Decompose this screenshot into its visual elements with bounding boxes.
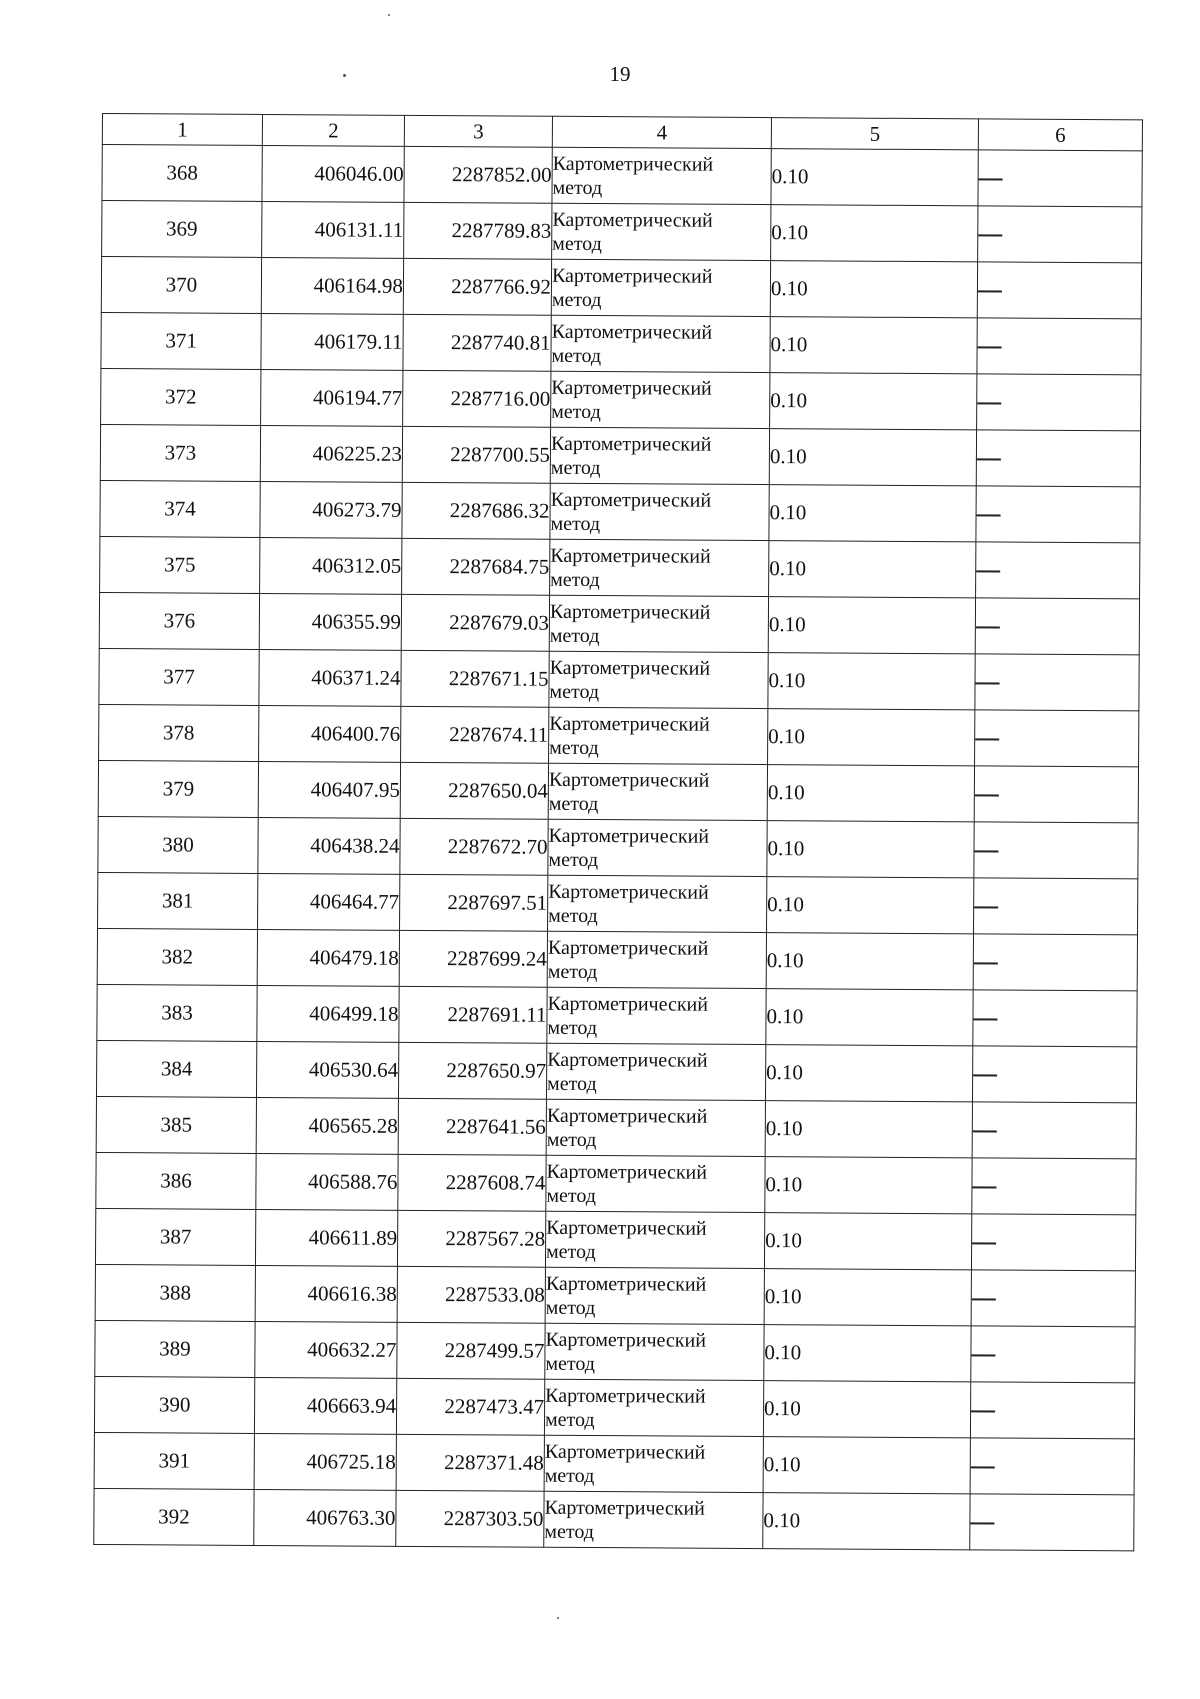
dash-mark [978,235,1002,237]
table-row [95,1208,1135,1270]
coordinate-y: 2287697.51 [400,874,548,931]
note-text [998,893,999,894]
method-line-2: метод [545,1240,596,1263]
method-line-2: метод [547,1072,597,1095]
note-text [1001,445,1002,446]
coordinate-y: 2287691.11 [399,986,547,1043]
accuracy-value: 0.10 [768,653,975,710]
table-row [99,704,1139,766]
method-line-1: Картометрический [550,488,712,512]
table-row [94,1488,1134,1550]
point-number: 373 [100,424,260,481]
method-line-1: Картометрический [544,1440,706,1464]
note-cell [977,262,1141,319]
column-header-2: 2 [262,114,404,146]
note-cell [972,1046,1136,1103]
method-line-2: метод [545,1296,596,1319]
method-cell [547,987,766,1044]
point-number: 371 [101,312,261,369]
point-number: 382 [97,928,257,985]
point-number: 385 [96,1096,256,1153]
table-row [98,816,1138,878]
note-cell [975,654,1139,711]
coordinate-y: 2287686.32 [402,482,550,539]
point-number: 386 [96,1152,256,1209]
point-number: 380 [98,816,258,873]
method-cell [551,371,770,428]
accuracy-value: 0.10 [763,1493,970,1550]
table-row [99,648,1139,710]
method-cell [547,931,766,988]
coordinate-y: 2287567.28 [397,1210,545,1267]
method-line-2: метод [551,400,601,423]
dash-mark [971,1411,995,1413]
note-text [999,725,1000,726]
coordinate-y: 2287852.00 [404,146,552,203]
point-number: 392 [94,1488,254,1545]
method-cell [549,707,768,764]
accuracy-value: 0.10 [771,205,978,262]
method-line-2: метод [544,1464,595,1487]
point-number: 370 [101,257,261,314]
method-line-2: метод [546,1184,597,1207]
note-text [998,949,999,950]
table-row [102,201,1142,263]
dash-mark [978,291,1002,293]
coordinate-x: 406179.11 [261,313,403,370]
method-line-2: метод [547,1016,598,1039]
point-number: 391 [94,1432,254,1489]
coordinate-x: 406464.77 [258,873,400,930]
method-cell [544,1379,763,1436]
note-text [999,781,1000,782]
method-line-1: Картометрический [545,1384,706,1408]
scan-speck [343,74,346,77]
note-cell [974,878,1138,935]
coordinate-x: 406194.77 [261,369,403,426]
point-number: 376 [99,592,259,649]
note-cell [973,934,1137,991]
coordinate-x: 406407.95 [258,761,400,818]
method-cell [550,483,769,540]
dash-mark [973,1019,997,1021]
table-row [98,872,1138,934]
point-number: 390 [94,1376,254,1433]
method-line-1: Картометрический [546,1104,708,1128]
table-row [100,424,1140,486]
note-cell [974,822,1138,879]
method-cell [550,427,769,484]
note-text [999,837,1000,838]
accuracy-value: 0.10 [769,541,976,598]
dash-mark [972,1299,996,1301]
table-row [94,1376,1134,1438]
point-number: 383 [97,984,257,1041]
point-number: 379 [98,760,258,817]
table-row [99,592,1139,654]
method-cell [545,1323,764,1380]
note-text [996,1285,997,1286]
note-text [997,1173,998,1174]
note-text [997,1061,998,1062]
note-text [1003,166,1004,167]
method-line-2: метод [551,344,602,367]
dash-mark [975,851,999,853]
coordinate-y: 2287650.04 [400,762,548,819]
column-header-3: 3 [404,115,552,147]
coordinate-y: 2287766.92 [403,258,551,315]
note-cell [976,542,1140,599]
column-header-4: 4 [552,116,771,148]
method-line-2: метод [552,176,603,199]
coordinate-x: 406131.11 [262,201,404,258]
method-cell [546,1155,765,1212]
note-cell [970,1438,1134,1495]
point-number: 389 [95,1320,255,1377]
coordinate-x: 406632.27 [255,1321,397,1378]
coordinate-y: 2287303.50 [396,1490,544,1547]
accuracy-value: 0.10 [764,1213,971,1270]
point-number: 375 [100,536,260,593]
note-text [995,1397,996,1398]
table-row [101,368,1141,430]
coordinate-y: 2287672.70 [400,818,548,875]
accuracy-value: 0.10 [767,877,974,934]
method-line-2: метод [547,960,598,983]
note-cell [971,1270,1135,1327]
table-row [100,536,1140,598]
note-cell [970,1494,1134,1551]
table-body [94,145,1143,1551]
method-line-1: Картометрический [545,1272,707,1296]
accuracy-value: 0.10 [768,709,975,766]
coordinate-y: 2287716.00 [403,370,551,427]
note-text [1001,389,1002,390]
dash-mark [977,515,1001,517]
note-cell [971,1326,1135,1383]
method-line-2: метод [548,792,599,815]
column-header-1: 1 [102,114,262,146]
method-cell [551,315,770,372]
dash-mark [974,907,998,909]
note-text [1000,669,1001,670]
method-line-2: метод [549,680,600,703]
dash-mark [975,739,999,741]
table-row [98,760,1138,822]
point-number: 377 [99,648,259,705]
coordinate-x: 406499.18 [257,985,399,1042]
coordinate-x: 406164.98 [261,257,403,314]
method-line-1: Картометрический [546,1160,708,1184]
coordinate-y: 2287641.56 [398,1098,546,1155]
note-cell [977,374,1141,431]
method-line-2: метод [552,232,602,255]
coordinate-x: 406530.64 [256,1041,398,1098]
accuracy-value: 0.10 [770,317,977,374]
coordinate-y: 2287371.48 [396,1434,544,1491]
note-cell [975,598,1139,655]
accuracy-value: 0.10 [766,933,973,990]
table-row [95,1320,1135,1382]
point-number: 388 [95,1264,255,1321]
coordinate-x: 406588.76 [256,1153,398,1210]
table-row [96,1096,1136,1158]
dash-mark [972,1243,996,1245]
dash-mark [977,459,1001,461]
method-line-1: Картометрический [552,152,714,176]
method-line-1: Картометрический [549,712,710,736]
note-text [994,1509,995,1510]
coordinate-y: 2287674.11 [401,706,549,763]
method-line-1: Картометрический [549,656,711,680]
method-line-1: Картометрический [548,824,710,848]
coordinate-x: 406400.76 [259,705,401,762]
table-row [102,145,1142,207]
method-line-1: Картометрический [546,1216,707,1240]
note-text [995,1453,996,1454]
note-text [996,1229,997,1230]
method-cell [545,1267,764,1324]
note-text [1000,557,1001,558]
accuracy-value: 0.10 [764,1269,971,1326]
note-text [1002,222,1003,223]
method-line-1: Картометрический [545,1328,707,1352]
coordinate-x: 406663.94 [254,1377,396,1434]
accuracy-value: 0.10 [768,597,975,654]
method-line-1: Картометрический [547,992,709,1016]
dash-mark [977,403,1001,405]
note-cell [973,990,1137,1047]
method-cell [546,1043,765,1100]
note-cell [972,1102,1136,1159]
coordinate-x: 406225.23 [260,425,402,482]
method-line-1: Картометрический [551,320,713,344]
note-cell [972,1158,1136,1215]
note-cell [976,486,1140,543]
accuracy-value: 0.10 [767,765,974,822]
note-cell [974,766,1138,823]
accuracy-value: 0.10 [770,373,977,430]
method-line-1: Картометрический [544,1496,706,1520]
table-row [100,480,1140,542]
table-row [95,1264,1135,1326]
coordinate-x: 406046.00 [262,145,404,202]
point-number: 374 [100,480,260,537]
note-text [1002,278,1003,279]
dash-mark [972,1187,996,1189]
method-line-2: метод [548,904,598,927]
table-row [94,1432,1134,1494]
coordinate-x: 406479.18 [257,929,399,986]
scan-speck [388,14,390,16]
method-line-1: Картометрический [550,544,711,568]
table-row [101,312,1141,374]
method-line-2: метод [548,848,599,871]
table-row [96,1152,1136,1214]
table-row [101,257,1141,319]
note-text [1001,501,1002,502]
coordinate-y: 2287671.15 [401,650,549,707]
accuracy-value: 0.10 [764,1325,971,1382]
method-line-2: метод [550,456,601,479]
coordinate-x: 406312.05 [260,537,402,594]
method-line-1: Картометрический [550,432,712,456]
note-cell [977,318,1141,375]
method-cell [545,1211,764,1268]
method-cell [552,147,771,204]
method-line-2: метод [544,1408,595,1431]
method-line-2: метод [545,1352,596,1375]
point-number: 384 [96,1040,256,1097]
method-line-1: Картометрический [547,1048,708,1072]
method-cell [544,1491,763,1548]
dash-mark [979,179,1003,181]
method-line-1: Картометрический [548,768,710,792]
point-number: 372 [101,368,261,425]
coordinate-x: 406616.38 [255,1265,397,1322]
method-cell [548,875,767,932]
note-cell [970,1382,1134,1439]
coordinate-x: 406565.28 [256,1097,398,1154]
method-line-1: Картометрический [551,376,712,400]
accuracy-value: 0.10 [769,429,976,486]
accuracy-value: 0.10 [765,1157,972,1214]
coordinate-x: 406355.99 [259,593,401,650]
dash-mark [973,1075,997,1077]
method-cell [548,763,767,820]
accuracy-value: 0.10 [763,1381,970,1438]
method-cell [550,539,769,596]
method-line-1: Картометрический [548,880,709,904]
coordinate-x: 406371.24 [259,649,401,706]
accuracy-value: 0.10 [767,821,974,878]
note-cell [978,150,1142,207]
method-line-2: метод [549,736,599,759]
coordinate-y: 2287699.24 [399,930,547,987]
note-text [996,1341,997,1342]
note-cell [976,430,1140,487]
note-text [1002,333,1003,334]
method-cell [546,1099,765,1156]
method-line-2: метод [550,512,601,535]
method-cell [548,819,767,876]
method-line-1: Картометрический [551,264,713,288]
method-cell [552,203,771,260]
method-cell [551,259,770,316]
dash-mark [976,627,1000,629]
accuracy-value: 0.10 [765,1101,972,1158]
coordinate-x: 406273.79 [260,481,402,538]
coordinate-y: 2287700.55 [402,426,550,483]
accuracy-value: 0.10 [770,261,977,318]
column-header-5: 5 [771,118,978,150]
point-number: 381 [98,872,258,929]
dash-mark [976,683,1000,685]
method-line-1: Картометрический [552,208,713,232]
note-text [998,1005,999,1006]
dash-mark [976,571,1000,573]
method-cell [549,595,768,652]
accuracy-value: 0.10 [765,1045,972,1102]
method-cell [544,1435,763,1492]
dash-mark [974,963,998,965]
coordinate-x: 406725.18 [254,1433,396,1490]
coordinate-y: 2287499.57 [397,1322,545,1379]
coordinate-y: 2287533.08 [397,1266,545,1323]
accuracy-value: 0.10 [763,1437,970,1494]
point-number: 369 [102,201,262,258]
coordinate-y: 2287473.47 [396,1378,544,1435]
note-cell [978,206,1142,263]
coordinate-y: 2287789.83 [404,202,552,259]
coordinate-x: 406611.89 [255,1209,397,1266]
method-line-2: метод [546,1128,597,1151]
table-row [97,928,1137,990]
coordinates-table [93,113,1143,1551]
note-cell [971,1214,1135,1271]
coordinate-y: 2287684.75 [402,538,550,595]
method-line-2: метод [549,624,600,647]
page-number: 19 [609,62,631,86]
dash-mark [978,347,1002,349]
dash-mark [973,1131,997,1133]
method-line-2: метод [550,568,600,591]
note-text [1000,613,1001,614]
point-number: 368 [102,145,262,202]
dash-mark [975,795,999,797]
accuracy-value: 0.10 [771,149,978,206]
coordinate-y: 2287679.03 [401,594,549,651]
coordinate-x: 406438.24 [258,817,400,874]
table-row [97,984,1137,1046]
accuracy-value: 0.10 [766,989,973,1046]
dash-mark [971,1467,995,1469]
point-number: 378 [99,704,259,761]
dash-mark [971,1355,995,1357]
scan-speck [557,1617,559,1619]
accuracy-value: 0.10 [769,485,976,542]
note-text [997,1117,998,1118]
coordinate-y: 2287740.81 [403,314,551,371]
method-line-1: Картометрический [549,600,711,624]
column-header-6: 6 [978,119,1142,151]
coordinate-y: 2287650.97 [398,1042,546,1099]
method-line-2: метод [551,288,602,311]
coordinate-y: 2287608.74 [398,1154,546,1211]
coordinate-x: 406763.30 [254,1489,396,1546]
method-line-1: Картометрический [547,936,709,960]
dash-mark [970,1523,994,1525]
note-cell [975,710,1139,767]
method-line-2: метод [544,1520,595,1543]
method-cell [549,651,768,708]
point-number: 387 [95,1208,255,1265]
table-row [96,1040,1136,1102]
